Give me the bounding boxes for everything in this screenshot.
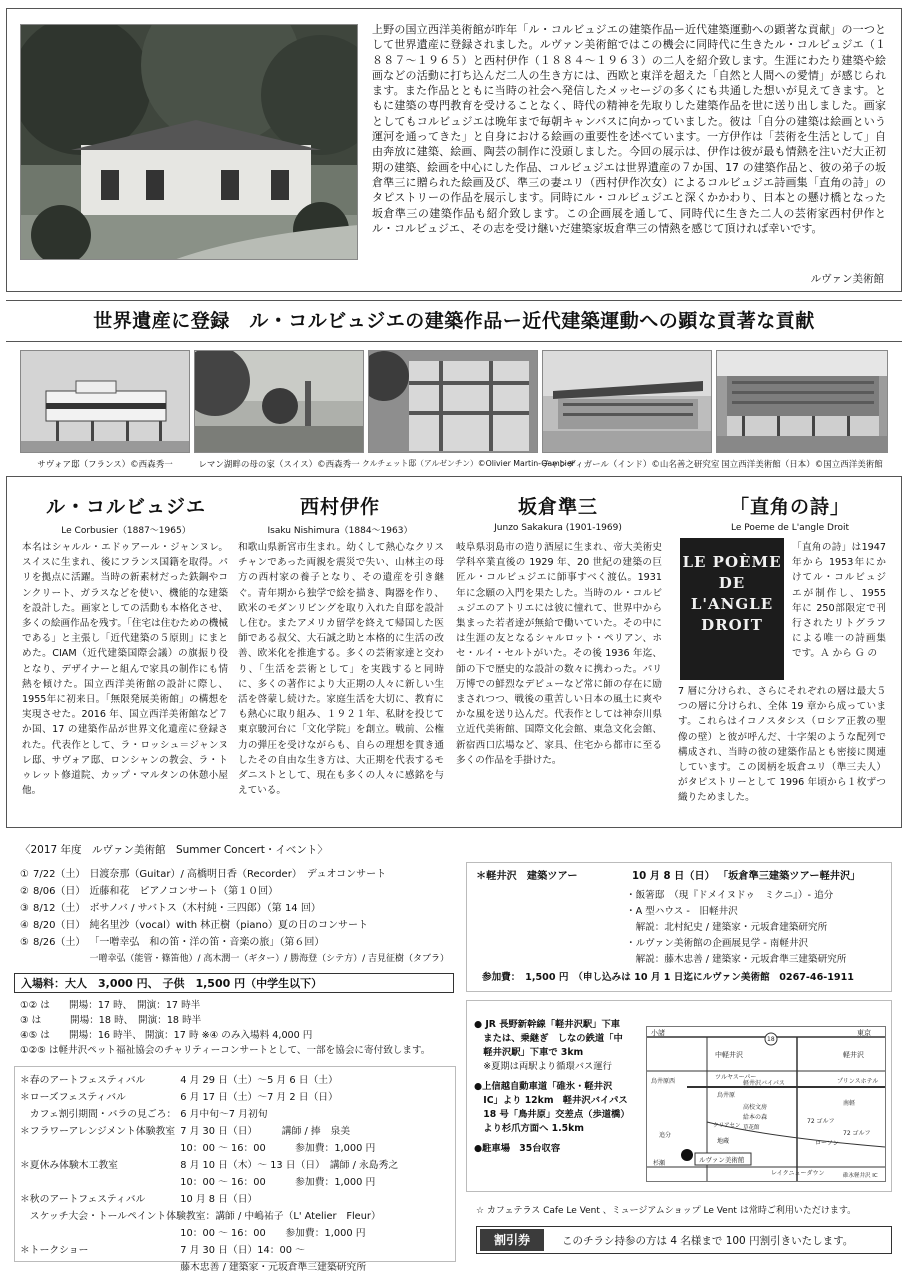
tour-date: 10 月 8 日（日） bbox=[632, 871, 715, 882]
event-name bbox=[20, 1225, 180, 1242]
heritage-banner: 世界遺産に登録 ル・コルビュジエの建築作品ー近代建築運動への顕な貢著な貢献 bbox=[6, 300, 902, 342]
map-label: 草花館 bbox=[743, 1125, 760, 1131]
concert-row bbox=[20, 866, 453, 883]
event-name: ＊秋のアートフェスティバル bbox=[20, 1194, 146, 1205]
profile-poem-text-bottom: 7 層に分けられ、さらにそれぞれの層は最大５つの層に分けられ、全体 19 章から成っています。これらはイコノスタシス（ロシア正教の聖像の壁）と彼が呼んだ、十字架のような配列で構成され、当時の彼の建築作品とも密接に関連しています。この図柄を坂倉ユリ（準三夫人）がタピストリーとして 1996 年頃から１枚ずつ織りためました。 bbox=[678, 686, 886, 804]
concert-charity-note: ①②⑤ は軽井沢ペット福祉協会のチャリティーコンサートとして、一部を協会に寄付致します。 bbox=[20, 1045, 431, 1056]
map-label: 72 ゴルフ bbox=[807, 1118, 835, 1125]
map-label: プリンスホテル bbox=[837, 1078, 879, 1085]
event-row bbox=[20, 1225, 402, 1242]
concert-no: ③ bbox=[20, 903, 29, 914]
map-label: 軽井沢 bbox=[843, 1051, 864, 1059]
map-label: 鳥井原西 bbox=[651, 1078, 676, 1085]
map-label: レイクニューダウン bbox=[771, 1170, 825, 1177]
concert-desc: 日渡奈那（Guitar）/ 高橋明日香（Recorder） デュオコンサート bbox=[89, 869, 387, 880]
event-name bbox=[20, 1259, 180, 1276]
access-line: IC」より 12km 軽井沢バイパス bbox=[474, 1095, 628, 1106]
event-name: ＊フラワーアレンジメント体験教室 bbox=[20, 1126, 176, 1137]
tour-line-2: ・A 型ハウス - 旧軽井沢 bbox=[626, 906, 738, 917]
event-row bbox=[20, 1072, 402, 1089]
profile-corbusier-title: ル・コルビュジエ bbox=[45, 496, 206, 518]
photo-caption-4: チャンディガール（インド）©山名善之研究室 bbox=[542, 460, 720, 470]
concert-desc: ボサノバ / サバトス（木村純・三四郎）（第 14 回） bbox=[89, 903, 321, 914]
profile-corbusier-subtitle: Le Corbusier（1887〜1965） bbox=[61, 526, 191, 536]
concert-desc: 近藤和花 ピアノコンサート（第１０回） bbox=[89, 886, 279, 897]
curutchet-house-photo bbox=[368, 350, 538, 453]
profile-sakakura-title: 坂倉準三 bbox=[517, 496, 598, 518]
event-row bbox=[20, 1089, 402, 1106]
concert-no: ② bbox=[20, 886, 29, 897]
concert-time-3: ④⑤ は 開場：16 時半、 開演：17 時 ※④ のみ入場料 4,000 円 bbox=[20, 1030, 313, 1041]
map-label: 碓氷軽井沢 IC bbox=[843, 1173, 878, 1179]
profile-nishimura-header bbox=[240, 492, 440, 536]
photo-caption-3: クルチェット邸（アルゼンチン）©Olivier Martin-Gambier bbox=[362, 459, 575, 468]
concert-no: ① bbox=[20, 869, 29, 880]
access-line: ●駐車場 35台収容 bbox=[474, 1143, 561, 1154]
concert-list bbox=[20, 866, 453, 968]
map-label: ルヴァン美術館 bbox=[699, 1156, 745, 1164]
event-detail: 藤木忠善 / 建築家・元坂倉準三建築研究所 bbox=[180, 1262, 367, 1273]
event-detail: 10：00 〜 16：00 参加費：1,000 円 bbox=[180, 1228, 366, 1239]
map-label: 給本の森 bbox=[743, 1114, 768, 1121]
event-row bbox=[20, 1140, 402, 1157]
tour-line-5: 解説：藤木忠善 / 建築家・元坂倉準三建築研究所 bbox=[626, 954, 847, 965]
event-name: カフェ割引期間・バラの見ごろ： bbox=[20, 1109, 177, 1120]
concert-fee: 入場料：大人 3,000 円、 子供 1,500 円（中学生以下） bbox=[14, 973, 454, 993]
event-name bbox=[20, 1174, 180, 1191]
concert-desc: 純名里沙（vocal）with 林正樹（piano）夏の日のコンサート bbox=[89, 920, 368, 931]
event-row bbox=[20, 1174, 402, 1191]
access-text bbox=[474, 1018, 642, 1156]
event-detail: 6 月 17 日（土）〜7 月 2 日（日） bbox=[180, 1092, 338, 1103]
event-row bbox=[20, 1259, 402, 1276]
poem-cover bbox=[680, 538, 784, 680]
access-line: または、乗継ぎ しなの鉄道「中 bbox=[474, 1033, 623, 1044]
intro-signature: ルヴァン美術館 bbox=[810, 273, 884, 285]
access-line: ●上信越自動車道「碓氷・軽井沢 bbox=[474, 1081, 613, 1092]
map-label: 地蔵 bbox=[717, 1138, 730, 1145]
map-label: 高校文房 bbox=[743, 1104, 768, 1111]
event-detail: 10：00 〜 16：00 参加費：1,000 円 bbox=[180, 1177, 376, 1188]
map-label: 南軽 bbox=[843, 1100, 856, 1107]
map-label: 18 bbox=[767, 1036, 775, 1043]
concert-members: 一噌幸弘（能管・篠笛他）/ 高木潤一（ギター）/ 勝海登（シテ方）/ 吉見征樹（タブラ） bbox=[89, 954, 450, 964]
concert-date: 7/22（土） bbox=[32, 869, 86, 880]
event-row bbox=[20, 1157, 402, 1174]
tour-line-3: 解説：北村紀史 / 建築家・元坂倉建築研究所 bbox=[626, 922, 828, 933]
map-label: 追分 bbox=[659, 1132, 672, 1139]
map-label: ツルヤスーパー bbox=[715, 1074, 757, 1081]
map-label: 杉瀬 bbox=[653, 1160, 666, 1167]
profile-corbusier-text: 本名はシャルル・エドゥアール・ジャンヌレ。スイスに生まれ、後にフランス国籍を取得。パリを拠点に活躍。当時の新素材だった鉄鋼やコンクリート、ガラスなどを使い、機能的な建築を設計した。画家としての活動も本格化させ、多くの絵画作品を残す。「住宅は住むための機械である」と主張し「近代建築の５原則」にまとめた。CIAM（近代建築国際会議）の旗振り役となり、デザイナーと組んで家具の制作にも情熱を傾けた。国立西洋美術館の設計に際し、1955年に初来日。「無限発展美術館」の構想を実現させた。2016 年、国立西洋美術館など７か国、17 の建築作品が世界文化遺産に登録された。代表作として、ラ・ロッシュ＝ジャンヌレ邸、サヴォア邸、ロンシャンの教会、ラ・トゥレット修道院、カップ・マルタンの休憩小屋他。 bbox=[22, 542, 228, 797]
cafe-note: ☆ カフェテラス Cafe Le Vent 、ミュージアムショップ Le Vent は常時ご利用いただけます。 bbox=[476, 1206, 857, 1216]
concert-date: 8/12（土） bbox=[32, 903, 86, 914]
concert-desc: 「一噌幸弘 和の笛・洋の笛・音楽の旅」（第６回） bbox=[89, 937, 325, 948]
coupon-text: このチラシ持参の方は 4 名様まで 100 円割引きいたします。 bbox=[562, 1235, 854, 1247]
map-label: 鳥井原 bbox=[717, 1092, 736, 1099]
poem-cover-title: LE POÈME DE L'ANGLE DROIT bbox=[682, 553, 782, 634]
map-label: クリアセン bbox=[713, 1123, 741, 1129]
map-label: 東京 bbox=[857, 1029, 871, 1037]
map-label: 軽井沢バイパス bbox=[743, 1080, 785, 1087]
event-detail: 6 月中旬〜7 月初旬 bbox=[180, 1109, 268, 1120]
profile-poem-subtitle: Le Poeme de L'angle Droit bbox=[731, 523, 849, 533]
event-detail: 10 月 8 日（日） bbox=[180, 1194, 258, 1205]
event-detail: 10：00 〜 16：00 参加費：1,000 円 bbox=[180, 1143, 376, 1154]
event-name: ＊ローズフェスティバル bbox=[20, 1092, 126, 1103]
profile-nishimura-subtitle: Isaku Nishimura（1884〜1963） bbox=[267, 526, 413, 536]
profile-poem-title: 「直角の詩」 bbox=[729, 496, 850, 518]
event-name: ＊夏休み体験木工教室 bbox=[20, 1160, 118, 1171]
map-label: 72 ゴルフ bbox=[843, 1130, 871, 1137]
map-label: 中軽井沢 bbox=[715, 1051, 743, 1059]
tour-title: ＊軽井沢 建築ツアー bbox=[476, 871, 578, 882]
museum-garden-photo bbox=[20, 24, 358, 260]
concert-date: 8/06（日） bbox=[32, 886, 86, 897]
concert-row bbox=[20, 900, 453, 917]
event-name: ＊トークショー bbox=[20, 1245, 89, 1256]
event-name: ＊春のアートフェスティバル bbox=[20, 1075, 146, 1086]
event-row bbox=[20, 1123, 402, 1140]
national-museum-photo bbox=[716, 350, 888, 453]
tour-line-1: ・飯箸邸 （現『ドメイヌドゥ ミクニ』）- 追分 bbox=[626, 890, 834, 901]
photo-caption-5: 国立西洋美術館（日本）©国立西洋美術館 bbox=[721, 460, 883, 470]
lake-villa-photo bbox=[194, 350, 364, 453]
profile-corbusier-header bbox=[26, 492, 226, 536]
chandigarh-photo bbox=[542, 350, 712, 453]
event-row bbox=[20, 1242, 402, 1259]
event-detail: 4 月 29 日（土）〜5 月 6 日（土） bbox=[180, 1075, 338, 1086]
event-row bbox=[20, 1106, 402, 1123]
photo-caption-2: レマン湖畔の母の家（スイス）©西森秀一 bbox=[198, 460, 360, 470]
photo-caption-1: サヴォア邸（フランス）©西森秀一 bbox=[37, 460, 173, 470]
map-label: 小諸 bbox=[651, 1029, 665, 1037]
profile-poem-header bbox=[690, 492, 890, 533]
map-label: ローソン bbox=[815, 1140, 839, 1147]
tour-fee: 参加費： 1,500 円 （申し込みは 10 月 1 日迄にルヴァン美術館 0267-46-1911 bbox=[482, 972, 854, 983]
event-row bbox=[20, 1191, 402, 1208]
events-list bbox=[20, 1072, 402, 1276]
event-name bbox=[20, 1140, 180, 1157]
profile-sakakura-subtitle: Junzo Sakakura (1901-1969) bbox=[494, 523, 622, 533]
concert-date: 8/26（土） bbox=[32, 937, 86, 948]
event-detail: 8 月 10 日（木）〜 13 日（日） 講師 / 永島秀之 bbox=[180, 1160, 399, 1171]
concert-date: 8/20（日） bbox=[32, 920, 86, 931]
concert-row bbox=[20, 951, 453, 968]
villa-savoye-photo bbox=[20, 350, 190, 453]
concert-row bbox=[20, 883, 453, 900]
event-name: スケッチ大会・トールペイント体験教室：講師 / 中嶋祐子（L' Atelier Fleur） bbox=[20, 1211, 381, 1222]
access-line: 18 号「鳥井原」交差点（歩道橋） bbox=[474, 1109, 630, 1120]
concert-row bbox=[20, 917, 453, 934]
access-line: ● JR 長野新幹線「軽井沢駅」下車 bbox=[474, 1019, 621, 1030]
profile-nishimura-title: 西村伊作 bbox=[299, 496, 380, 518]
access-map bbox=[646, 1026, 886, 1182]
tour-name: 「坂倉準三建築ツアー軽井沢」 bbox=[718, 871, 861, 882]
profile-nishimura-text: 和歌山県新宮市生まれ。幼くして熱心なクリスチャンであった両親を震災で失い、山林主の母方の西村家の養子となり、その遺産を引き継ぐ。青年期から独学で絵を描き、陶器を作り、欧米のモダンリビングを取り入れた自邸を設計し住む。またアメリカ留学を終えて帰国した医師である叔父、大石誠之助と本格的に生活の改善、欧米化を推進する。多くの芸術家達と交わり、「生活を芸術として」を実践すると同時に、多くの著作により大正期の人々に新しい生活を啓蒙し続けた。家庭生活を大切に、教育にも熱心に取り組み、１９２１年、私財を投じて東京駿河台に「文化学院」を創立。戦前、公権力の弾圧を受けながらも、自らの理想を貫き通したその自由な生き方は、大正期を代表するモダニストとして、現在も多くの人々に感銘を与えている。 bbox=[238, 542, 444, 797]
concert-no: ④ bbox=[20, 920, 29, 931]
access-line: ※夏期は両駅より循環バス運行 bbox=[474, 1061, 612, 1072]
concert-heading: 〈2017 年度 ルヴァン美術館 Summer Concert・イベント〉 bbox=[20, 844, 328, 856]
concert-time-1: ①② は 開場：17 時、 開演：17 時半 bbox=[20, 1000, 201, 1011]
access-line: より杉爪方面へ 1.5km bbox=[474, 1123, 584, 1134]
event-detail: 7 月 30 日（日） 講師 / 捧 泉美 bbox=[180, 1126, 351, 1137]
profile-poem-text-side: 「直角の詩」は1947 年から 1953年にかけてル・コルビュジエが制作し、1955 年に 250部限定で刊行されたリトグラフによる唯一の詩画集です。Ａ から Ｇ の bbox=[792, 542, 886, 660]
event-row bbox=[20, 1208, 402, 1225]
coupon-label: 割引券 bbox=[480, 1229, 544, 1251]
concert-time-2: ③ は 開場：18 時、 開演：18 時半 bbox=[20, 1015, 202, 1026]
profile-sakakura-text: 岐阜県羽島市の造り酒屋に生まれ、帝大美術史学科卒業直後の 1929 年、20 世紀の建築の巨匠ル・コルビュジエに師事すべく渡仏。1931 年に念願の入門を果たした。当時のル・コルビュジエのアトリエには彼に憧れて、世界中から集まった若者達が無給で働いていた。その中には生涯の友となるシャルロット・ペリアン、ホセ・ルイ・セルトがいた。その後 1936 年迄、師の下で歴史的な設計の数々に携わった。パリ万博での鮮烈なデビューなど常に師の存在に励まされつつ、戦後の重苦しい日本の風土に爽やかな風を送り込んだ。代表作としては神奈川県立近代美術館、国際文化会館、東急文化会館、新宿西口広場など、家具、住宅から都市に至る多くの作品を手掛けた。 bbox=[456, 542, 662, 766]
concert-no: ⑤ bbox=[20, 937, 29, 948]
profile-sakakura-header bbox=[458, 492, 658, 533]
access-line: 軽井沢駅」下車で 3km bbox=[474, 1047, 584, 1058]
concert-row bbox=[20, 934, 453, 951]
tour-line-4: ・ルヴァン美術館の企画展見学 - 南軽井沢 bbox=[626, 938, 809, 949]
intro-text: 上野の国立西洋美術館が昨年「ル・コルビュジエの建築作品ー近代建築運動への顕著な貢献」の一つとして世界遺産に登録されました。ルヴァン美術館ではこの機会に同時代に生きたル・コルビュジエ（１８８７〜１９６５）と西村伊作（１８８４〜１９６３）の二人を紹介致します。生涯にわたり建築や絵画などの活動に打ち込んだ二人の生き方には、西欧と東洋を超えた「自然と人間への愛情」が感じられます。また作品とともに当時の社会へ発信したメッセージの多くにも共通した想いが見えてきます。ともに建築の専門教育を受けることなく、時代の精神を先取りした建築作品を世に送り出しました。画家としてもコルビュジエは晩年まで毎朝キャンバスに向かっていました。彼は「自分の建築は絵画という運河を通ってきた」と自身における絵画の重要性を述べています。一方伊作は「芸術を生活として」自由奔放に建築、絵画、陶芸の制作に没頭しました。今回の展示は、伊作は彼が最も情熱を注いだ大正初期の建築、絵画を中心にした作品、コルビュジエは世界遺産の７か国、17 の建築作品と、彼の弟子の坂倉準三に贈られた絵画及び、準三の妻ユリ（西村伊作次女）によるコルビュジエ詩画集「直角の詩」のタピストリーの作品を展示します。同時にル・コルビュジエと深くかかわり、日本との懸け橋となった坂倉準三の建築作品も紹介致します。この企画展を通して、同時代に生きた二人の芸術家西村伊作とル・コルビュジエ、その志を受け継いだ建築家坂倉準三の情熱を感じて頂ければ幸いです。 bbox=[372, 23, 886, 235]
event-detail: 7 月 30 日（日）14：00 〜 bbox=[180, 1245, 305, 1256]
